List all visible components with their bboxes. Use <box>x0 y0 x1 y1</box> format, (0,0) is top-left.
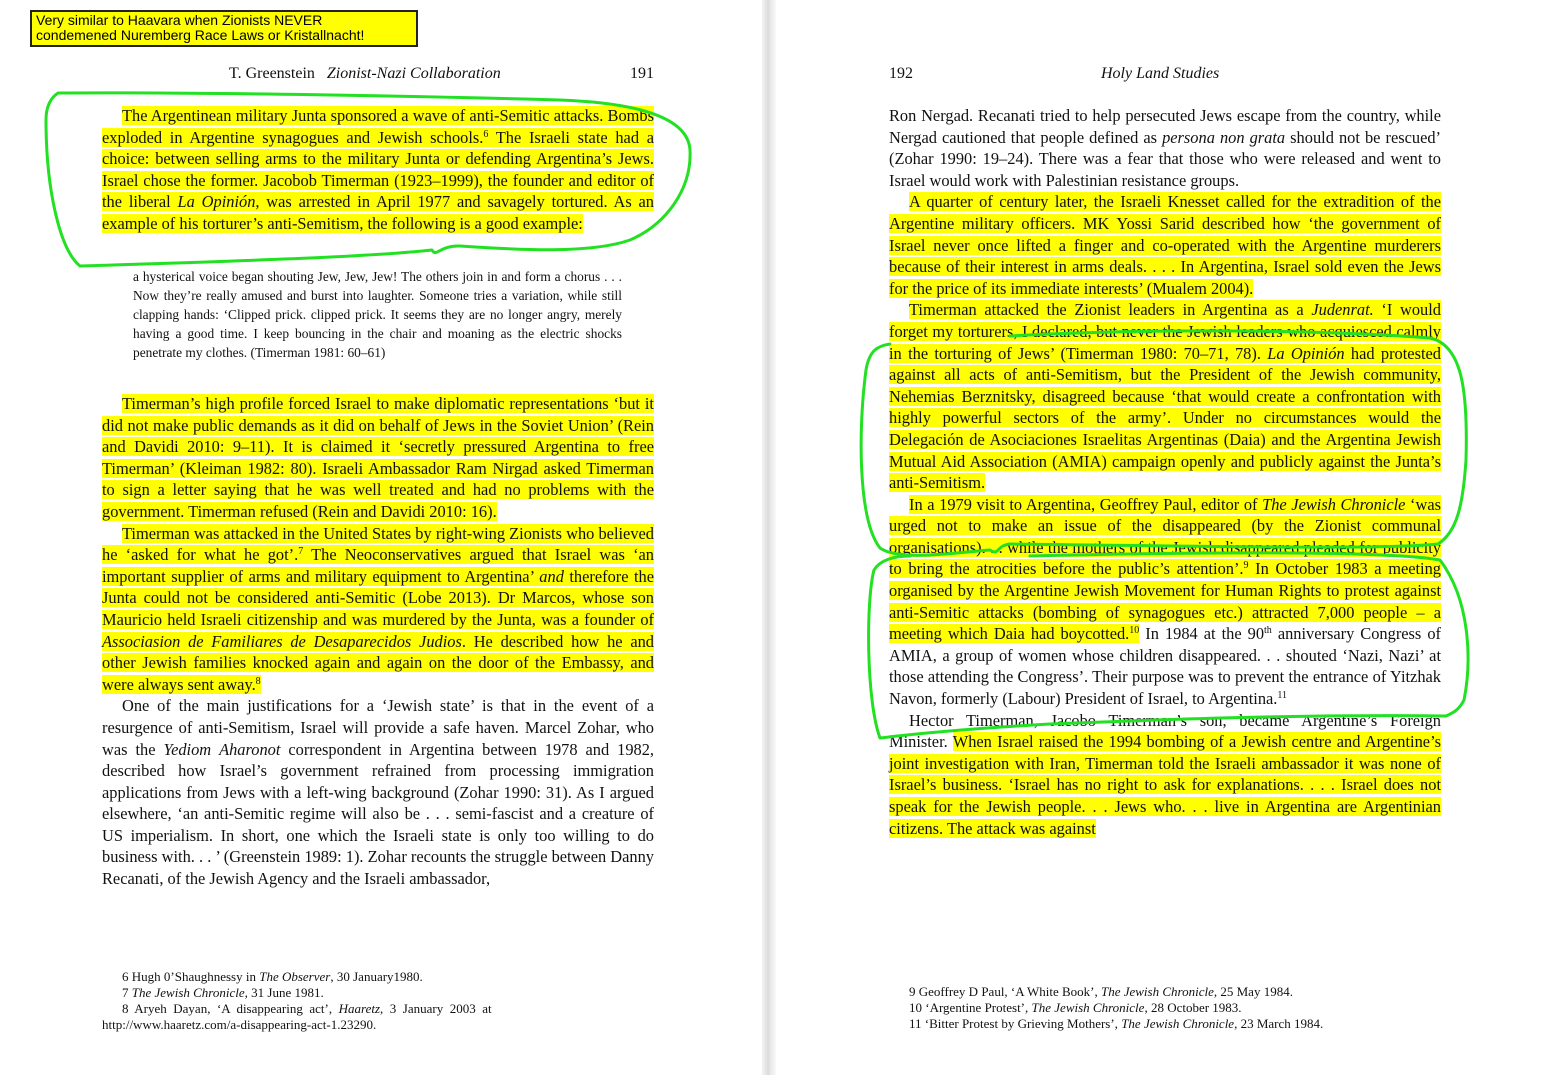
right-page <box>776 0 1543 1075</box>
book-gutter <box>762 0 776 1075</box>
right-body <box>889 105 1441 839</box>
left-running-header <box>229 63 654 85</box>
paragraph: One of the main justifications for a ‘Jewish state’ is that in the event of a resurgence of anti-Semitism, Israel will provide a safe haven. Marcel Zohar, who was the Yedioт Aharonot correspondent in Argentina between 1978 and 1982, described how Israel’s government refrained from processing immigration applications from Jews with a left-wing background (Zohar 1990: 31). As I argued elsewhere, ‘an anti-Semitic regime will also be . . . semi-fascist and a creature of US imperialism. In short, one which the Israeli state is only too willing to do business with. . . ’ (Greenstein 1989: 1). Zohar recounts the struggle between Danny Recanati, of the Jewish Agency and the Israeli ambassador, <box>102 696 655 889</box>
footnote-10: 10 ‘Argentine Protest’, The Jewish Chronicle, 28 October 1983. <box>909 1000 1242 1015</box>
left-body-top <box>102 105 654 235</box>
header-title: Holy Land Studies <box>1101 65 1220 82</box>
paragraph: Hector Timerman, Jacobo Timerman’s son, became Argentine’s Foreign Minister. When Israel raised the 1994 bombing of a Jewish centre and Argentine’s joint investigation with Iran, Timerman told the Israeli ambassador it was none of Israel’s business. ‘Israel has no right to ask for explanations. . . . Israel does not speak for the Jewish people. . . Jews who. . . live in Argentina are Argentinian citizens. The attack was against <box>889 710 1441 838</box>
highlighted-text: When Israel raised the 1994 bombing of a Jewish centre and Argentine’s joint investigation with Iran, Timerman told the Israeli ambassador it was none of Israel’s business. ‘Israel has no right to ask for explanations. . . . Israel does not speak for the Jewish people. . . Jews who. . . live in Argentina are Argentinian citizens. The attack was against <box>889 732 1441 838</box>
footnote-8-url[interactable]: http://www.haaretz.com/a-disappearing-act-1.23290. <box>102 1017 377 1032</box>
left-body-bottom <box>102 393 654 890</box>
header-title: Zionist-Nazi Collaboration <box>326 65 501 82</box>
paragraph <box>102 105 654 235</box>
note-line: condemened Nuremberg Race Laws or Kristallnacht! <box>36 27 365 43</box>
right-footnotes <box>909 984 1441 1032</box>
highlighted-text: Timerman was attacked in the United States by right-wing Zionists who believed he ‘asked for what he got’.$^7$ The Neoconservatives argued that Israel was ‘an important supplier of arms and military equipment to Argentina’ and therefore the Junta could not be considered anti-Semitic (Lobe 2013). Dr Marcos, whose son Mauricio held Israeli citizenship and was murdered by the Junta, was a founder of Associasion de Familiares de Desaparecidos Judios. He described how he and other Jewish families knocked again and again on the door of the Embassy, and were always sent away.$^8$ <box>102 523 654 694</box>
page-number: 191 <box>630 65 654 82</box>
paragraph: In a 1979 visit to Argentina, Geoffrey Paul, editor of The Jewish Chronicle ‘was urged not to make an issue of the disappeared (by the Zionist communal organisations). . . while the mothers of the Jewish disappeared pleaded for publicity to bring the atrocities before the public’s attention’.$^9$ In October 1983 a meeting organised by the Argentine Jewish Movement for Human Rights to protest against anti-Semitic attacks (bombing of synagogues etc.) attracted 7,000 people – a meeting which Daia had boycotted.$^{10}$ In 1984 at the 90th anniversary Congress of AMIA, a group of women whose children disappeared. . . shouted ‘Nazi, Nazi’ at those attending the Congress’. Their purpose was to prevent the entrance of Yitzhak Navon, formerly (Labour) President of Israel, to Argentina.$^{11}$ <box>889 494 1442 709</box>
footnote-6: 6 Hugh 0’Shaughnessy in The Observer, 30 January1980. <box>122 969 423 984</box>
highlighted-text: Timerman attacked the Zionist leaders in Argentina as a Judenrat. ‘I would forget my torturers, I declared, but never the Jewish leaders who acquiesced calmly in the torturing of Jews’ (Timerman 1980: 70–71, 78). La Opinión had protested against all acts of anti-Semitism, but the President of the Jewish community, Nehemias Berznitsky, disagreed because ‘that would create a confrontation with highly powerful sectors of the army’. Under no circumstances would the Delegación de Asociaciones Israelitas Argentinas (Daia) and the Argentina Jewish Mutual Aid Association (AMIA) campaign openly and publicly against the Junta’s anti-Semitism. <box>889 300 1441 493</box>
header-author: T. Greenstein <box>229 65 315 82</box>
footnote-11: 11 ‘Bitter Protest by Grieving Mothers’, The Jewish Chronicle, 23 March 1984. <box>909 1016 1324 1031</box>
right-running-header <box>889 63 1441 85</box>
note-line: Very similar to Haavara when Zionists NEVER <box>36 12 323 28</box>
annotation-note <box>30 10 418 47</box>
paragraph: Ron Nergad. Recanati tried to help persecuted Jews escape from the country, while Nergad cautioned that people defined as persona non grata should not be rescued’ (Zohar 1990: 19–24). There was a fear that those who were released and went to Israel would work with Palestinian resistance groups. <box>889 106 1441 190</box>
footnote-9: 9 Geoffrey D Paul, ‘A White Book’, The Jewish Chronicle, 25 May 1984. <box>909 984 1293 999</box>
highlighted-text: Timerman’s high profile forced Israel to make diplomatic representations ‘but it did not make public demands as it did on behalf of Jews in the Soviet Union’ (Rein and Davidi 2010: 9–11). It is claimed it ‘secretly pressured Argentina to free Timerman’ (Kleiman 1982: 80). Israeli Ambassador Ram Nirgad asked Timerman to sign a letter saying that he was well treated and had no problems with the government. Timerman refused (Rein and Davidi 2010: 16). <box>102 394 654 521</box>
footnote-8: 8 Aryeh Dayan, ‘A disappearing act’, Haaretz, 3 January 2003 at <box>122 1001 492 1016</box>
highlighted-text: The Argentinean military Junta sponsored a wave of anti-Semitic attacks. Bombs exploded in Argentine synagogues and Jewish schools.$^6$ The Israeli state had a choice: between selling arms to the military Junta or defending Argentina’s Jews. Israel chose the former. Jacobob Timerman (1923–1999), the founder and editor of the liberal La Opinión, was arrested in April 1977 and savagely tortured. As an example of his torturer’s anti-Semitism, the following is a good example: <box>102 106 654 233</box>
paragraph <box>102 523 654 696</box>
paragraph <box>102 393 654 523</box>
left-page <box>0 0 762 1075</box>
highlighted-text: A quarter of century later, the Israeli Knesset called for the extradition of the Argentine military officers. MK Yossi Sarid described how ‘the government of Israel never once lifted a finger and co-operated with the Argentine murderers because of their interest in arms deals. . . . In Argentina, Israel sold even the Jews for the price of its immediate interests’ (Mualem 2004). <box>889 192 1441 298</box>
block-quote: a hysterical voice began shouting Jew, Jew, Jew! The others join in and form a chorus . . . Now they’re really amused and burst into laughter. Someone tries a variation, while still clapping hands: ‘Clipped prick. clipped prick. It seems they are no longer angry, merely having a good time. I keep bouncing in the chair and moaning as the electric shocks penetrate my clothes. (Timerman 1981: 60–61) <box>133 269 622 360</box>
highlighted-text: In a 1979 visit to Argentina, Geoffrey Paul, editor of The Jewish Chronicle ‘was urged not to make an issue of the disappeared (by the Zionist communal organisations). . . while the mothers of the Jewish disappeared pleaded for publicity to bring the atrocities before the public’s attention’.$^9$ In October 1983 a meeting organised by the Argentine Jewish Movement for Human Rights to protest against anti-Semitic attacks (bombing of synagogues etc.) attracted 7,000 people – a meeting which Daia had boycotted.$^{10}$ <box>889 494 1442 644</box>
footnote-7: 7 The Jewish Chronicle, 31 June 1981. <box>122 985 324 1000</box>
page-number: 192 <box>889 65 913 82</box>
paragraph <box>889 299 1441 493</box>
left-footnotes <box>102 969 654 1033</box>
paragraph <box>889 191 1441 299</box>
